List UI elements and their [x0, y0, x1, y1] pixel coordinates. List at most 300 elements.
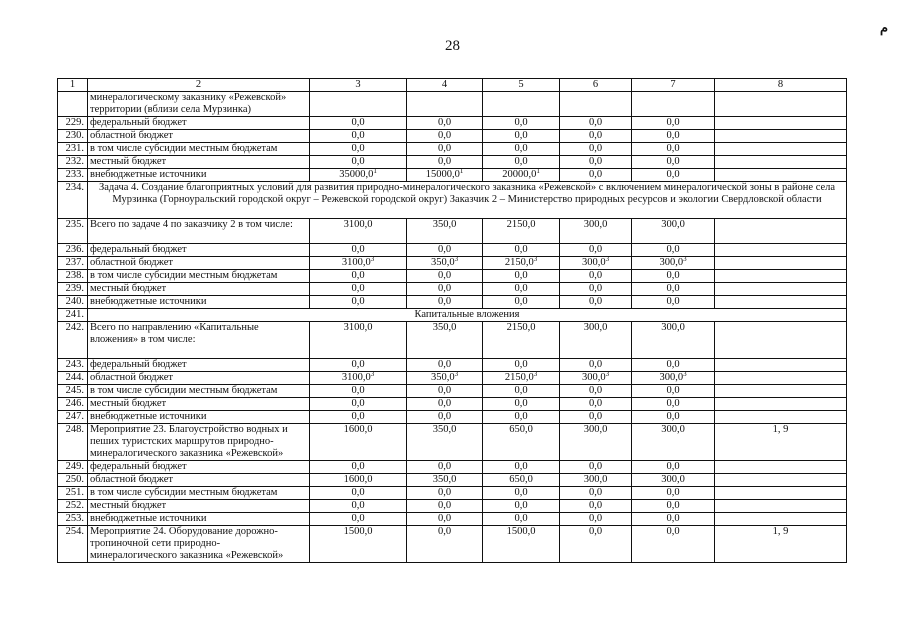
value-text: 0,0 — [514, 156, 528, 167]
value-text: 0,0 — [514, 500, 528, 511]
value-cell — [632, 500, 715, 513]
value-text: 15000,0 — [425, 169, 460, 180]
value-cell — [310, 270, 407, 283]
row-label: минералогическому заказнику «Режевской» территории (вблизи села Мурзинка) — [88, 92, 310, 117]
value-text: 0,0 — [437, 487, 452, 498]
table-row — [58, 309, 847, 322]
table-row — [58, 270, 847, 283]
value-cell — [483, 117, 560, 130]
value-cell — [632, 461, 715, 474]
value-text: 0,0 — [666, 283, 680, 294]
value-text: 0,0 — [351, 487, 365, 498]
row-label: местный бюджет — [88, 283, 310, 296]
target-indicator-cell — [715, 398, 847, 411]
value-cell — [632, 219, 715, 244]
value-text: 0,0 — [437, 526, 452, 537]
value-text: 0,0 — [588, 169, 603, 180]
value-text: 300,0 — [661, 474, 685, 485]
value-cell — [483, 143, 560, 156]
value-cell — [310, 156, 407, 169]
value-cell — [483, 322, 560, 359]
footnote-mark: 3 — [454, 371, 459, 378]
row-label: федеральный бюджет — [88, 359, 310, 372]
value-cell — [483, 257, 560, 270]
value-text: 0,0 — [666, 398, 680, 409]
row-label: Всего по задаче 4 по заказчику 2 в том числе: — [88, 219, 310, 244]
value-cell — [310, 513, 407, 526]
row-number: 234. — [58, 182, 88, 219]
value-text: 0,0 — [666, 270, 680, 281]
value-cell — [483, 359, 560, 372]
value-cell — [310, 461, 407, 474]
column-header: 1 — [58, 79, 88, 92]
value-text: 0,0 — [437, 411, 452, 422]
value-text: 0,0 — [351, 461, 365, 472]
value-cell — [483, 411, 560, 424]
value-text: 0,0 — [588, 513, 603, 524]
value-cell — [310, 385, 407, 398]
value-cell — [310, 244, 407, 257]
target-indicator-cell — [715, 283, 847, 296]
row-label: Мероприятие 24. Оборудование дорожно-тропиночной сети природно-минералогического заказника «Режевской» — [88, 526, 310, 563]
row-label: федеральный бюджет — [88, 244, 310, 257]
value-text: 650,0 — [509, 474, 533, 485]
row-label: внебюджетные источники — [88, 513, 310, 526]
table-row — [58, 117, 847, 130]
table-row — [58, 398, 847, 411]
table-row — [58, 359, 847, 372]
value-text: 0,0 — [437, 130, 452, 141]
section-heading: Капитальные вложения — [88, 309, 847, 322]
value-text: 3100,0 — [341, 257, 371, 268]
footnote-mark: 3 — [533, 371, 538, 378]
value-text: 2150,0 — [506, 219, 536, 230]
value-text: 3100,0 — [341, 372, 371, 383]
target-indicator-cell — [715, 359, 847, 372]
table-row — [58, 526, 847, 563]
table-row — [58, 424, 847, 461]
row-number: 247. — [58, 411, 88, 424]
target-indicator-cell — [715, 513, 847, 526]
value-cell — [560, 411, 632, 424]
row-number: 253. — [58, 513, 88, 526]
table-row — [58, 283, 847, 296]
value-text: 0,0 — [514, 296, 528, 307]
value-cell — [483, 244, 560, 257]
value-cell — [483, 283, 560, 296]
value-text: 0,0 — [514, 117, 528, 128]
footnote-mark: 1 — [373, 168, 377, 175]
footnote-mark: 1 — [459, 168, 464, 175]
value-text: 2150,0 — [504, 257, 534, 268]
value-cell — [483, 130, 560, 143]
value-text: 0,0 — [437, 461, 452, 472]
row-label: федеральный бюджет — [88, 117, 310, 130]
target-indicator-cell — [715, 487, 847, 500]
value-text: 300,0 — [661, 424, 685, 435]
table-row — [58, 385, 847, 398]
value-cell — [560, 322, 632, 359]
budget-table-body — [58, 79, 847, 563]
target-indicator-cell — [715, 244, 847, 257]
value-cell — [560, 385, 632, 398]
table-row — [58, 500, 847, 513]
value-cell — [483, 156, 560, 169]
value-cell — [407, 487, 483, 500]
value-text: 0,0 — [588, 487, 603, 498]
value-cell — [483, 372, 560, 385]
value-text: 0,0 — [666, 156, 680, 167]
row-number: 254. — [58, 526, 88, 563]
value-cell — [483, 219, 560, 244]
row-number: 249. — [58, 461, 88, 474]
value-cell — [560, 474, 632, 487]
value-text: 0,0 — [666, 244, 680, 255]
table-row — [58, 257, 847, 270]
value-cell — [407, 411, 483, 424]
value-cell — [310, 219, 407, 244]
value-cell — [310, 130, 407, 143]
value-cell — [560, 156, 632, 169]
value-cell — [560, 169, 632, 182]
value-cell — [632, 474, 715, 487]
value-cell — [483, 424, 560, 461]
value-text: 0,0 — [588, 411, 603, 422]
value-cell — [407, 526, 483, 563]
column-header: 4 — [407, 79, 483, 92]
value-cell — [483, 513, 560, 526]
value-text: 0,0 — [666, 526, 680, 537]
value-cell — [632, 143, 715, 156]
header-row — [58, 79, 847, 92]
row-number: 237. — [58, 257, 88, 270]
footnote-mark: 3 — [533, 256, 538, 263]
target-indicator-cell — [715, 296, 847, 309]
footnote-mark: 1 — [536, 168, 540, 175]
value-cell — [560, 283, 632, 296]
value-cell — [560, 130, 632, 143]
value-cell — [310, 487, 407, 500]
target-indicator-cell — [715, 372, 847, 385]
row-number: 250. — [58, 474, 88, 487]
value-cell — [407, 474, 483, 487]
row-label: в том числе субсидии местным бюджетам — [88, 270, 310, 283]
value-cell — [407, 143, 483, 156]
value-cell — [310, 372, 407, 385]
value-cell — [483, 526, 560, 563]
value-text: 0,0 — [351, 385, 365, 396]
value-text: 0,0 — [588, 130, 603, 141]
value-text: 0,0 — [437, 500, 452, 511]
value-text: 0,0 — [666, 500, 680, 511]
value-text: 0,0 — [666, 359, 680, 370]
value-text: 0,0 — [588, 398, 603, 409]
row-label: областной бюджет — [88, 257, 310, 270]
value-text: 0,0 — [514, 143, 528, 154]
target-indicator-cell: 1, 9 — [715, 424, 847, 461]
value-text: 0,0 — [514, 411, 528, 422]
value-text: 0,0 — [437, 283, 452, 294]
value-cell — [407, 461, 483, 474]
value-text: 300,0 — [583, 322, 608, 333]
value-cell — [310, 411, 407, 424]
value-cell — [310, 322, 407, 359]
row-label: областной бюджет — [88, 372, 310, 385]
target-indicator-cell — [715, 257, 847, 270]
row-number: 233. — [58, 169, 88, 182]
value-text: 0,0 — [588, 461, 603, 472]
value-text: 2150,0 — [504, 372, 534, 383]
value-cell — [483, 398, 560, 411]
table-row — [58, 182, 847, 219]
value-cell — [310, 359, 407, 372]
value-text: 1600,0 — [343, 474, 373, 485]
row-label: местный бюджет — [88, 398, 310, 411]
value-text: 300,0 — [583, 474, 608, 485]
value-cell — [483, 92, 560, 117]
row-label: внебюджетные источники — [88, 411, 310, 424]
value-cell — [632, 270, 715, 283]
value-text: 0,0 — [514, 130, 528, 141]
row-label: федеральный бюджет — [88, 461, 310, 474]
table-row — [58, 296, 847, 309]
value-cell — [310, 283, 407, 296]
target-indicator-cell — [715, 156, 847, 169]
value-text: 350,0 — [432, 322, 457, 333]
footnote-mark: 3 — [683, 371, 687, 378]
value-text: 0,0 — [588, 143, 603, 154]
value-text: 0,0 — [437, 296, 452, 307]
row-number: 230. — [58, 130, 88, 143]
row-number: 232. — [58, 156, 88, 169]
footnote-mark: 3 — [605, 371, 610, 378]
value-cell — [632, 359, 715, 372]
value-text: 0,0 — [514, 398, 528, 409]
value-text: 300,0 — [659, 372, 684, 383]
value-text: 0,0 — [351, 130, 365, 141]
value-cell — [632, 283, 715, 296]
value-cell — [560, 461, 632, 474]
target-indicator-cell — [715, 322, 847, 359]
table-row — [58, 513, 847, 526]
table-row — [58, 219, 847, 244]
value-text: 0,0 — [437, 385, 452, 396]
row-number: 248. — [58, 424, 88, 461]
value-cell — [407, 398, 483, 411]
row-number: 243. — [58, 359, 88, 372]
value-cell — [632, 244, 715, 257]
value-cell — [560, 398, 632, 411]
target-indicator-cell — [715, 92, 847, 117]
value-text: 0,0 — [666, 296, 680, 307]
value-text: 0,0 — [351, 411, 365, 422]
value-text: 300,0 — [583, 219, 608, 230]
value-cell — [632, 296, 715, 309]
value-text: 0,0 — [666, 169, 680, 180]
value-text: 1500,0 — [343, 526, 373, 537]
value-cell — [407, 283, 483, 296]
value-cell — [407, 500, 483, 513]
table-row — [58, 474, 847, 487]
value-text: 2150,0 — [506, 322, 536, 333]
value-text: 0,0 — [588, 526, 603, 537]
row-number: 235. — [58, 219, 88, 244]
table-row — [58, 130, 847, 143]
value-text: 0,0 — [514, 270, 528, 281]
value-text: 0,0 — [588, 296, 603, 307]
value-text: 0,0 — [666, 385, 680, 396]
value-cell — [560, 117, 632, 130]
value-cell — [310, 474, 407, 487]
row-label: в том числе субсидии местным бюджетам — [88, 487, 310, 500]
value-text: 1500,0 — [506, 526, 536, 537]
corner-mark: م — [880, 20, 889, 35]
row-label: в том числе субсидии местным бюджетам — [88, 143, 310, 156]
value-cell — [483, 169, 560, 182]
value-cell — [407, 270, 483, 283]
value-cell — [310, 500, 407, 513]
target-indicator-cell — [715, 270, 847, 283]
value-text: 300,0 — [581, 257, 606, 268]
value-cell — [407, 385, 483, 398]
value-text: 0,0 — [351, 156, 365, 167]
row-label: областной бюджет — [88, 474, 310, 487]
value-text: 0,0 — [437, 513, 452, 524]
value-cell — [632, 372, 715, 385]
row-label: внебюджетные источники — [88, 169, 310, 182]
footnote-mark: 3 — [370, 256, 375, 263]
value-cell — [310, 424, 407, 461]
value-text: 0,0 — [588, 385, 603, 396]
value-cell — [632, 526, 715, 563]
column-header: 3 — [310, 79, 407, 92]
value-text: 0,0 — [514, 487, 528, 498]
value-text: 350,0 — [432, 424, 457, 435]
row-number: 240. — [58, 296, 88, 309]
table-row — [58, 322, 847, 359]
value-text: 3100,0 — [343, 322, 373, 333]
column-header: 2 — [88, 79, 310, 92]
value-text: 0,0 — [514, 359, 528, 370]
value-cell — [407, 322, 483, 359]
row-number: 242. — [58, 322, 88, 359]
value-cell — [560, 526, 632, 563]
value-cell — [407, 424, 483, 461]
value-cell — [407, 130, 483, 143]
value-cell — [560, 513, 632, 526]
row-number: 239. — [58, 283, 88, 296]
value-text: 0,0 — [351, 296, 365, 307]
value-text: 0,0 — [351, 143, 365, 154]
table-row — [58, 372, 847, 385]
column-header: 8 — [715, 79, 847, 92]
value-cell — [560, 424, 632, 461]
value-cell — [407, 372, 483, 385]
value-text: 0,0 — [514, 513, 528, 524]
target-indicator-cell — [715, 169, 847, 182]
value-cell — [560, 372, 632, 385]
value-cell — [632, 411, 715, 424]
table-row — [58, 143, 847, 156]
row-number: 244. — [58, 372, 88, 385]
value-cell — [632, 156, 715, 169]
value-text: 300,0 — [661, 322, 685, 333]
value-cell — [560, 143, 632, 156]
target-indicator-cell — [715, 130, 847, 143]
target-indicator-cell — [715, 385, 847, 398]
value-text: 0,0 — [437, 156, 452, 167]
value-text: 0,0 — [351, 117, 365, 128]
value-text: 1600,0 — [343, 424, 373, 435]
value-cell — [310, 143, 407, 156]
value-text: 20000,0 — [502, 169, 537, 180]
value-text: 0,0 — [666, 143, 680, 154]
value-text: 0,0 — [666, 487, 680, 498]
footnote-mark: 3 — [605, 256, 610, 263]
target-indicator-cell — [715, 117, 847, 130]
value-cell — [560, 257, 632, 270]
value-cell — [483, 270, 560, 283]
value-cell — [560, 500, 632, 513]
value-cell — [310, 296, 407, 309]
value-text: 0,0 — [588, 359, 603, 370]
value-text: 0,0 — [437, 359, 452, 370]
value-text: 0,0 — [437, 398, 452, 409]
value-cell — [560, 92, 632, 117]
value-text: 0,0 — [666, 117, 680, 128]
value-cell — [560, 244, 632, 257]
footnote-mark: 3 — [454, 256, 459, 263]
value-text: 0,0 — [588, 117, 603, 128]
value-text: 350,0 — [430, 257, 455, 268]
target-indicator-cell: 1, 9 — [715, 526, 847, 563]
value-text: 0,0 — [514, 283, 528, 294]
footnote-mark: 3 — [683, 256, 687, 263]
value-cell — [560, 359, 632, 372]
value-text: 0,0 — [351, 359, 365, 370]
value-text: 0,0 — [588, 244, 603, 255]
value-text: 0,0 — [351, 513, 365, 524]
value-text: 0,0 — [351, 283, 365, 294]
value-text: 300,0 — [583, 424, 608, 435]
table-row — [58, 169, 847, 182]
value-text: 0,0 — [437, 143, 452, 154]
budget-table — [57, 78, 847, 563]
value-cell — [632, 398, 715, 411]
value-cell — [310, 257, 407, 270]
value-text: 0,0 — [514, 461, 528, 472]
value-cell — [560, 487, 632, 500]
value-text: 0,0 — [351, 270, 365, 281]
row-label: областной бюджет — [88, 130, 310, 143]
value-cell — [407, 296, 483, 309]
target-indicator-cell — [715, 474, 847, 487]
column-header: 5 — [483, 79, 560, 92]
column-header: 6 — [560, 79, 632, 92]
footnote-mark: 3 — [370, 371, 375, 378]
value-cell — [407, 359, 483, 372]
target-indicator-cell — [715, 219, 847, 244]
row-number: 229. — [58, 117, 88, 130]
row-number: 241. — [58, 309, 88, 322]
row-number: 231. — [58, 143, 88, 156]
value-text: 0,0 — [437, 270, 452, 281]
value-text: 0,0 — [588, 500, 603, 511]
value-cell — [632, 424, 715, 461]
value-text: 300,0 — [581, 372, 606, 383]
value-cell — [310, 398, 407, 411]
table-row — [58, 156, 847, 169]
